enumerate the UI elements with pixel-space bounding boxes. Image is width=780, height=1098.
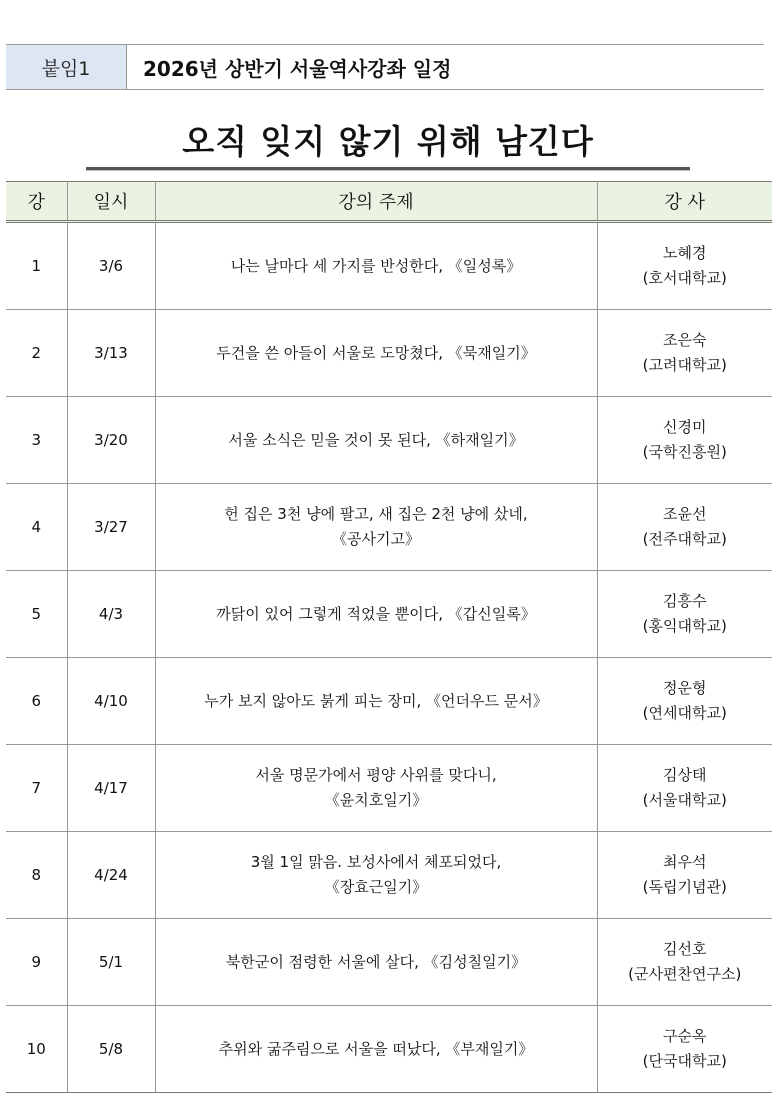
attachment-tag: 붙임1 (6, 45, 127, 89)
document-heading: 2026년 상반기 서울역사강좌 일정 (143, 56, 452, 81)
column-header-topic: 강의 주제 (155, 182, 597, 222)
lecture-date: 4/24 (67, 832, 155, 919)
lecturer-affiliation: (단국대학교) (642, 1052, 727, 1070)
topic-line: 《공사기고》 (332, 530, 420, 548)
lecture-date: 5/1 (67, 919, 155, 1006)
column-header-date: 일시 (67, 182, 155, 222)
lecturer-name: 조윤선 (663, 505, 707, 523)
topic-line: 추위와 굶주림으로 서울을 떠났다, 《부재일기》 (218, 1039, 534, 1058)
topic-line: 《윤치호일기》 (324, 791, 428, 809)
schedule-body (6, 222, 772, 1093)
lecturer-cell (597, 571, 772, 658)
lecture-number: 5 (6, 571, 67, 658)
lecturer-name: 김선호 (663, 940, 707, 958)
table-row (6, 1006, 772, 1093)
lecturer-name: 김상태 (663, 766, 707, 784)
page-title: 오직 잊지 않기 위해 남긴다 (182, 122, 594, 161)
table-header-row (6, 182, 772, 222)
lecture-date: 3/20 (67, 397, 155, 484)
lecture-number: 7 (6, 745, 67, 832)
topic-line: 까닭이 있어 그렇게 적었을 뿐이다, 《갑신일록》 (216, 604, 536, 623)
table-row (6, 397, 772, 484)
table-row (6, 745, 772, 832)
topic-line: 나는 날마다 세 가지를 반성한다, 《일성록》 (230, 256, 522, 275)
lecture-number: 2 (6, 310, 67, 397)
topic-line: 《장효근일기》 (324, 878, 428, 896)
lecturer-cell (597, 222, 772, 310)
header-bar (6, 44, 764, 90)
table-row (6, 310, 772, 397)
schedule-table (6, 181, 772, 1093)
topic-line: 헌 집은 3천 냥에 팔고, 새 집은 2천 냥에 샀네, (224, 505, 528, 523)
lecturer-name: 최우석 (663, 853, 707, 871)
topic-line: 서울 소식은 믿을 것이 못 된다, 《하재일기》 (228, 430, 524, 449)
lecturer-cell (597, 658, 772, 745)
lecture-topic (155, 919, 597, 1006)
topic-line: 누가 보지 않아도 붉게 피는 장미, 《언더우드 문서》 (204, 691, 548, 710)
lecturer-name: 신경미 (663, 418, 707, 436)
table-row (6, 222, 772, 310)
lecture-number: 4 (6, 484, 67, 571)
lecturer-affiliation: (고려대학교) (642, 356, 727, 374)
lecturer-affiliation: (전주대학교) (642, 530, 727, 548)
lecture-topic (155, 745, 597, 832)
title-underline (86, 167, 690, 171)
lecturer-cell (597, 1006, 772, 1093)
lecture-date: 4/17 (67, 745, 155, 832)
lecturer-affiliation: (국학진흥원) (642, 443, 727, 461)
topic-line: 두건을 쓴 아들이 서울로 도망쳤다, 《묵재일기》 (216, 343, 536, 362)
lecturer-name: 김흥수 (663, 592, 707, 610)
topic-line: 서울 명문가에서 평양 사위를 맞다니, (255, 766, 497, 784)
topic-line: 북한군이 점령한 서울에 살다, 《김성칠일기》 (225, 952, 527, 971)
lecturer-affiliation: (호서대학교) (642, 269, 727, 287)
lecturer-affiliation: (서울대학교) (642, 791, 727, 809)
lecture-number: 6 (6, 658, 67, 745)
table-row (6, 571, 772, 658)
lecturer-name: 구순옥 (663, 1027, 707, 1045)
topic-line: 3월 1일 맑음. 보성사에서 체포되었다, (250, 853, 502, 871)
column-header-lecture-no: 강 (6, 182, 67, 222)
lecture-topic (155, 484, 597, 571)
lecturer-cell (597, 397, 772, 484)
table-row (6, 919, 772, 1006)
lecture-topic (155, 397, 597, 484)
lecture-number: 3 (6, 397, 67, 484)
lecture-number: 1 (6, 222, 67, 310)
lecture-date: 3/6 (67, 222, 155, 310)
lecture-topic (155, 571, 597, 658)
lecture-number: 8 (6, 832, 67, 919)
lecture-date: 3/27 (67, 484, 155, 571)
table-row (6, 832, 772, 919)
table-row (6, 658, 772, 745)
lecture-topic (155, 310, 597, 397)
lecturer-name: 정운형 (663, 679, 707, 697)
lecture-date: 3/13 (67, 310, 155, 397)
lecturer-affiliation: (군사편찬연구소) (628, 965, 742, 983)
lecture-number: 10 (6, 1006, 67, 1093)
lecturer-affiliation: (홍익대학교) (642, 617, 727, 635)
column-header-lecturer: 강 사 (597, 182, 772, 222)
lecturer-cell (597, 919, 772, 1006)
lecture-number: 9 (6, 919, 67, 1006)
lecturer-cell (597, 832, 772, 919)
lecture-topic (155, 1006, 597, 1093)
lecture-date: 5/8 (67, 1006, 155, 1093)
lecturer-cell (597, 745, 772, 832)
lecture-date: 4/3 (67, 571, 155, 658)
lecture-date: 4/10 (67, 658, 155, 745)
lecturer-affiliation: (독립기념관) (642, 878, 727, 896)
table-row (6, 484, 772, 571)
lecturer-name: 노혜경 (663, 244, 707, 262)
lecturer-affiliation: (연세대학교) (642, 704, 727, 722)
lecturer-cell (597, 484, 772, 571)
lecture-topic (155, 658, 597, 745)
lecturer-cell (597, 310, 772, 397)
lecturer-name: 조은숙 (663, 331, 707, 349)
lecture-topic (155, 832, 597, 919)
lecture-topic (155, 222, 597, 310)
